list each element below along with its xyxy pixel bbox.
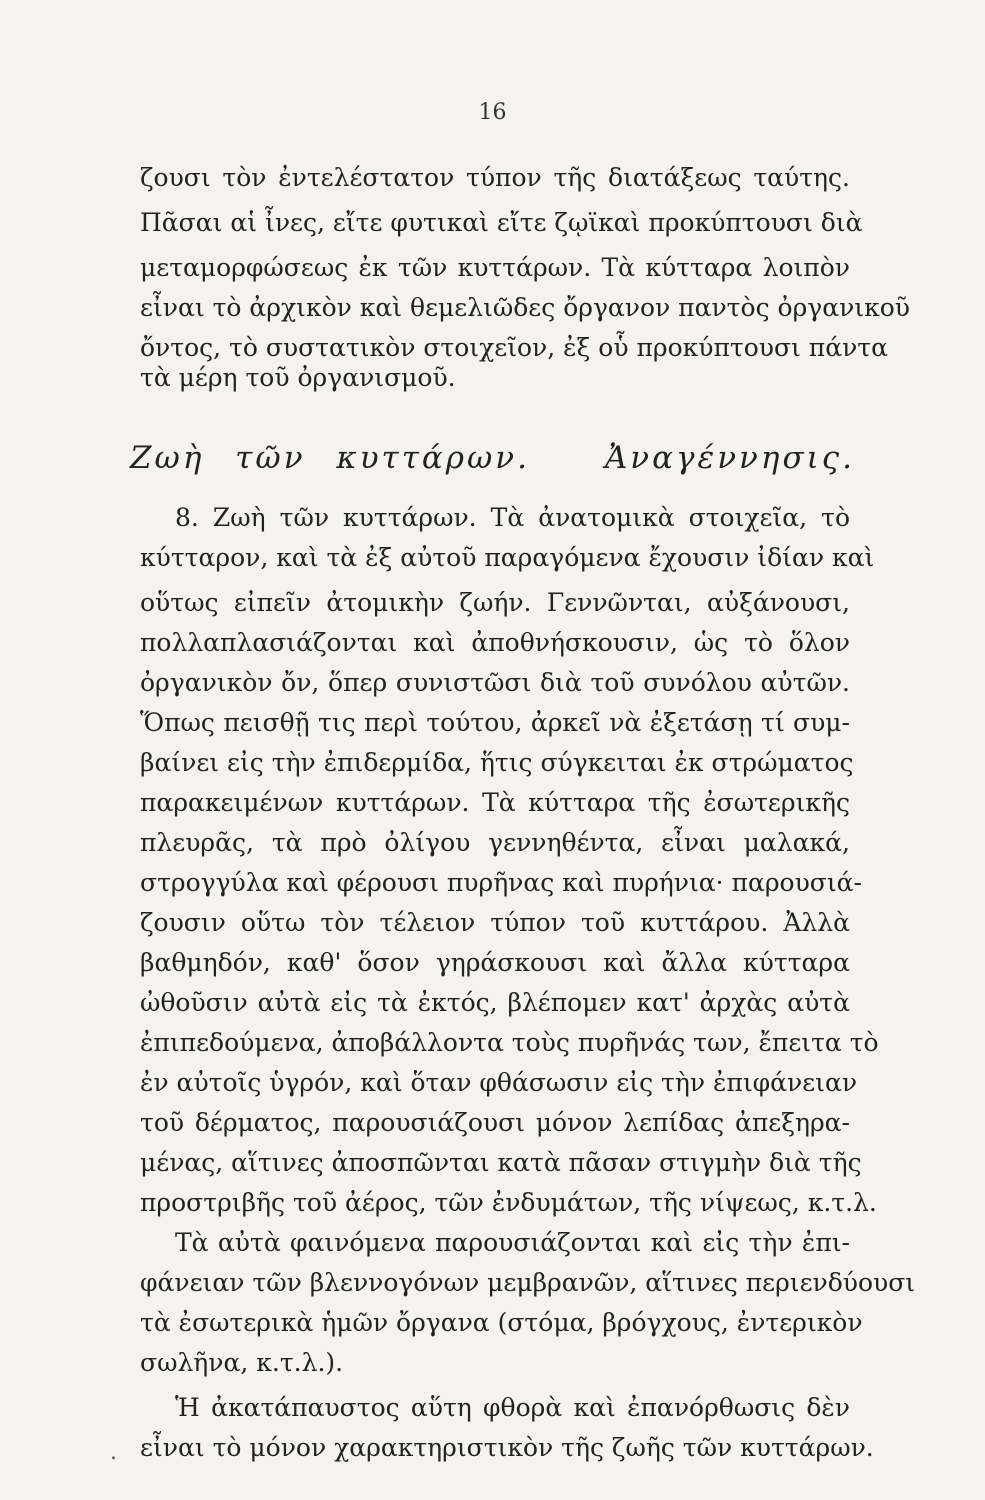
text-line: φάνειαν τῶν βλεννογόνων μεμβρανῶν, αἵτινες περιενδύουσι <box>140 1268 916 1297</box>
text-line: εἶναι τὸ μόνον χαρακτηριστικὸν τῆς ζωῆς τῶν κυττάρων. <box>140 1433 874 1462</box>
text-line: ἐν αὐτοῖς ὑγρόν, καὶ ὅταν φθάσωσιν εἰς τὴν ἐπιφάνειαν <box>140 1068 858 1097</box>
text-line: προστριβῆς τοῦ ἀέρος, τῶν ἐνδυμάτων, τῆς νίψεως, κ.τ.λ. <box>140 1188 877 1217</box>
text-line: βαίνει εἰς τὴν ἐπιδερμίδα, ἥτις σύγκειται ἐκ στρώματος <box>140 748 854 777</box>
text-line: Ὅπως πεισθῇ τις περὶ τούτου, ἀρκεῖ νὰ ἐξετάσῃ τί συμ- <box>140 708 850 737</box>
heading-subtitle: Ἀναγέννησις. <box>604 440 855 476</box>
text-line: 8. Ζωὴ τῶν κυττάρων. Τὰ ἀνατομικὰ στοιχεῖα, τὸ <box>175 503 850 532</box>
text-line: ζουσι τὸν ἐντελέστατον τύπον τῆς διατάξεως ταύτης. <box>140 163 850 192</box>
text-line: παρακειμένων κυττάρων. Τὰ κύτταρα τῆς ἐσωτερικῆς <box>140 788 850 817</box>
text-line: Πᾶσαι αἱ ἶνες, εἴτε φυτικαὶ εἴτε ζῳϊκαὶ προκύπτουσι διὰ <box>140 208 863 237</box>
text-line: μένας, αἵτινες ἀποσπῶνται κατὰ πᾶσαν στιγμὴν διὰ τῆς <box>140 1148 862 1177</box>
text-line: Ἡ ἀκατάπαυστος αὕτη φθορὰ καὶ ἐπανόρθωσις δὲν <box>175 1393 850 1422</box>
margin-dot: . <box>110 1440 117 1465</box>
text-line: τὰ μέρη τοῦ ὀργανισμοῦ. <box>140 363 456 392</box>
text-line: τοῦ δέρματος, παρουσιάζουσι μόνον λεπίδας ἀπεξηρα- <box>140 1108 850 1137</box>
text-line: ἐπιπεδούμενα, ἀποβάλλοντα τοὺς πυρῆνάς των, ἔπειτα τὸ <box>140 1028 879 1057</box>
text-line: ζουσιν οὕτω τὸν τέλειον τύπον τοῦ κυττάρου. Ἀλλὰ <box>140 908 850 937</box>
heading-title: Ζωὴ τῶν κυττάρων. <box>130 440 530 476</box>
section-heading <box>0 440 985 476</box>
text-line: πλευρᾶς, τὰ πρὸ ὀλίγου γεννηθέντα, εἶναι μαλακά, <box>140 828 850 857</box>
text-line: ὄντος, τὸ συστατικὸν στοιχεῖον, ἐξ οὗ προκύπτουσι πάντα <box>140 333 889 362</box>
text-line: κύτταρον, καὶ τὰ ἐξ αὐτοῦ παραγόμενα ἔχουσιν ἰδίαν καὶ <box>140 543 875 572</box>
text-line: βαθμηδόν, καθ' ὅσον γηράσκουσι καὶ ἄλλα κύτταρα <box>140 948 850 977</box>
text-line: στρογγύλα καὶ φέρουσι πυρῆνας καὶ πυρήνια· παρουσιά- <box>140 868 862 897</box>
text-line: ὠθοῦσιν αὐτὰ εἰς τὰ ἐκτός, βλέπομεν κατ' ἀρχὰς αὐτὰ <box>140 988 850 1017</box>
page-number: 16 <box>478 100 507 125</box>
text-line: οὕτως εἰπεῖν ἀτομικὴν ζωήν. Γεννῶνται, αὐξάνουσι, <box>140 588 850 617</box>
text-line: σωλῆνα, κ.τ.λ.). <box>140 1348 344 1377</box>
text-line: μεταμορφώσεως ἐκ τῶν κυττάρων. Τὰ κύτταρα λοιπὸν <box>140 253 850 282</box>
text-line: πολλαπλασιάζονται καὶ ἀποθνήσκουσιν, ὡς τὸ ὅλον <box>140 628 850 657</box>
text-line: τὰ ἐσωτερικὰ ἡμῶν ὄργανα (στόμα, βρόγχους, ἐντερικὸν <box>140 1308 863 1337</box>
text-line: εἶναι τὸ ἀρχικὸν καὶ θεμελιῶδες ὄργανον παντὸς ὀργανικοῦ <box>140 293 910 322</box>
text-line: ὀργανικὸν ὄν, ὅπερ συνιστῶσι διὰ τοῦ συνόλου αὐτῶν. <box>140 668 850 697</box>
text-line: Τὰ αὐτὰ φαινόμενα παρουσιάζονται καὶ εἰς τὴν ἐπι- <box>175 1228 850 1257</box>
